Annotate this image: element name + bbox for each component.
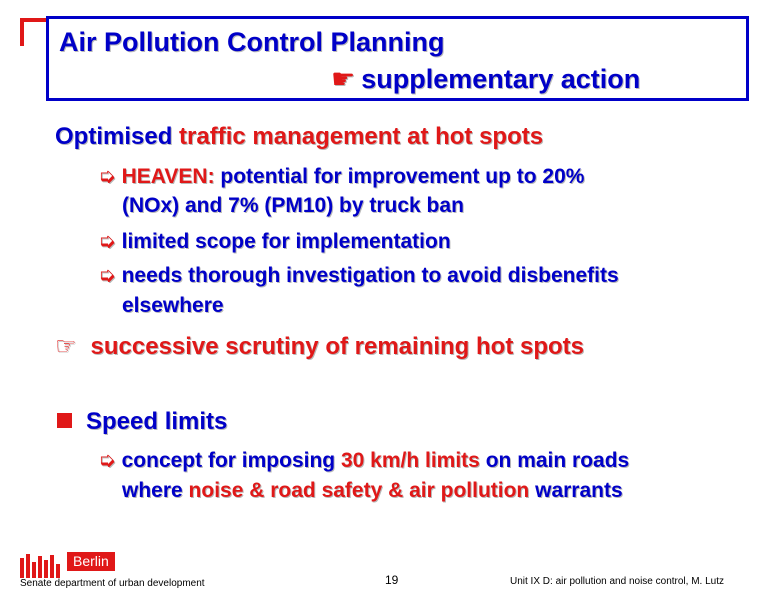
footer-department: Senate department of urban development — [20, 578, 205, 589]
pointing-hand-icon: ☛ — [331, 64, 356, 94]
bullet-limited-scope: ➭ limited scope for implementation — [98, 230, 451, 253]
subtitle-text: supplementary action — [361, 64, 641, 94]
speed-bullet-line1: ➭ concept for imposing 30 km/h limits on main roads — [98, 449, 630, 472]
bullet-investigation: ➭ needs thorough investigation to avoid disbenefits — [98, 264, 619, 287]
slide-subtitle — [331, 64, 640, 95]
title-frame — [46, 16, 749, 101]
speed-bullet-line2: where noise & road safety & air pollution warrants — [122, 479, 623, 502]
arrow-icon: ➭ — [98, 264, 116, 287]
page-number: 19 — [385, 573, 399, 587]
square-bullet-icon — [57, 413, 72, 428]
bullet-heaven-continuation: (NOx) and 7% (PM10) by truck ban — [122, 194, 464, 217]
arrow-icon: ➭ — [98, 449, 116, 472]
bullet-investigation-continuation: elsewhere — [122, 294, 224, 317]
arrow-icon: ➭ — [98, 230, 116, 253]
slide-title: Air Pollution Control Planning — [59, 27, 445, 57]
logo-word: Berlin — [67, 552, 115, 571]
bullet-heaven: ➭ HEAVEN: potential for improvement up to 20% — [98, 165, 585, 188]
footer-unit: Unit IX D: air pollution and noise control, M. Lutz — [510, 576, 724, 587]
action-line: ☞ successive scrutiny of remaining hot spots — [55, 333, 584, 360]
section-heading-speed: Speed limits — [57, 408, 227, 436]
bear-bars-icon — [20, 552, 70, 578]
pointing-hand-icon: ☞ — [55, 333, 77, 360]
arrow-icon: ➭ — [98, 165, 116, 188]
section-heading-traffic: Optimised traffic management at hot spots — [55, 123, 544, 150]
corner-bar-vertical — [20, 18, 24, 46]
